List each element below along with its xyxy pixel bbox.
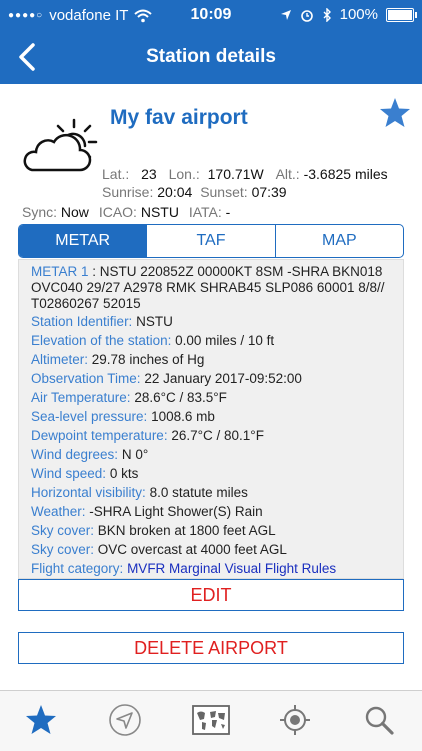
metar-raw xyxy=(31,264,401,312)
metar-field: Air Temperature: 28.6°C / 83.5°F xyxy=(31,390,227,405)
bottom-tab-bar xyxy=(0,690,422,751)
sunrise-value: 20:04 xyxy=(157,184,193,200)
sunset-label: Sunset: xyxy=(200,184,248,200)
codes-row xyxy=(22,204,230,220)
carrier-label: vodafone IT xyxy=(49,7,129,24)
star-icon xyxy=(24,703,58,737)
metar-field: Dewpoint temperature: 26.7°C / 80.1°F xyxy=(31,428,264,443)
metar-field: Horizontal visibility: 8.0 statute miles xyxy=(31,485,248,500)
tab-map[interactable]: MAP xyxy=(275,225,403,257)
favorite-star-icon[interactable] xyxy=(378,96,412,130)
sunrise-label: Sunrise: xyxy=(102,184,154,200)
lon-value: 170.71W xyxy=(207,166,264,182)
signal-dots-icon: ●●●●○ xyxy=(8,10,44,21)
icao-label: ICAO: xyxy=(98,204,137,220)
lat-label: Lat.: xyxy=(102,166,130,182)
alt-value: -3.6825 miles xyxy=(303,166,388,182)
coordinates-row xyxy=(102,166,388,182)
metar-field: Elevation of the station: 0.00 miles / 10 ft xyxy=(31,333,275,348)
crosshair-icon xyxy=(278,703,312,737)
alt-label: Alt.: xyxy=(275,166,300,182)
battery-icon xyxy=(386,8,414,22)
bluetooth-icon xyxy=(322,8,332,22)
battery-percent: 100% xyxy=(339,6,378,23)
metar-field: Sky cover: OVC overcast at 4000 feet AGL xyxy=(31,542,287,557)
iata-value: - xyxy=(225,204,231,220)
lat-value: 23 xyxy=(141,166,157,182)
icao-value: NSTU xyxy=(140,204,179,220)
metar-field: Sky cover: BKN broken at 1800 feet AGL xyxy=(31,523,276,538)
nav-title: Station details xyxy=(146,46,276,67)
status-time: 10:09 xyxy=(190,6,232,23)
navigation-arrow-icon xyxy=(108,703,142,737)
metar-field: Weather: -SHRA Light Shower(S) Rain xyxy=(31,504,263,519)
location-arrow-icon xyxy=(280,9,292,21)
delete-airport-button[interactable]: DELETE AIRPORT xyxy=(18,632,404,664)
iata-label: IATA: xyxy=(188,204,222,220)
metar-field: Station Identifier: NSTU xyxy=(31,314,173,329)
tab-search[interactable] xyxy=(360,701,398,739)
station-name: My fav airport xyxy=(110,106,248,129)
tab-taf[interactable]: TAF xyxy=(146,225,274,257)
tab-world-map[interactable] xyxy=(192,701,230,739)
sync-label: Sync: xyxy=(22,204,58,220)
world-map-icon xyxy=(192,704,230,736)
nav-bar xyxy=(0,30,422,84)
lon-label: Lon.: xyxy=(168,166,200,182)
edit-button[interactable]: EDIT xyxy=(18,579,404,611)
search-icon xyxy=(363,704,395,736)
partly-cloudy-icon xyxy=(22,116,106,176)
metar-field: Observation Time: 22 January 2017-09:52:00 xyxy=(31,371,302,386)
segmented-tabs xyxy=(18,224,404,258)
tab-locate[interactable] xyxy=(276,701,314,739)
metar-field: Flight category: MVFR Marginal Visual Flight Rules xyxy=(31,561,337,576)
tab-nearby[interactable] xyxy=(106,701,144,739)
tab-metar[interactable]: METAR xyxy=(19,225,146,257)
metar-panel xyxy=(18,259,404,579)
metar-field: Wind speed: 0 kts xyxy=(31,466,139,481)
metar-field: Altimeter: 29.78 inches of Hg xyxy=(31,352,205,367)
metar-raw-label: METAR 1 xyxy=(31,264,89,279)
status-right xyxy=(280,6,414,23)
sunset-value: 07:39 xyxy=(251,184,287,200)
metar-field: Sea-level pressure: 1008.6 mb xyxy=(31,409,215,424)
metar-field: Wind degrees: N 0° xyxy=(31,447,149,462)
tab-favorites[interactable] xyxy=(22,701,60,739)
sun-row xyxy=(102,184,287,200)
alarm-icon xyxy=(300,8,314,22)
status-bar xyxy=(0,0,422,30)
sync-value: Now xyxy=(60,204,89,220)
metar-raw-text: : NSTU 220852Z 00000KT 8SM -SHRA BKN018 OVC040 29/27 A2978 RMK SHRAB45 SLP086 60001 8/8// T02860267 52015 xyxy=(31,264,385,311)
